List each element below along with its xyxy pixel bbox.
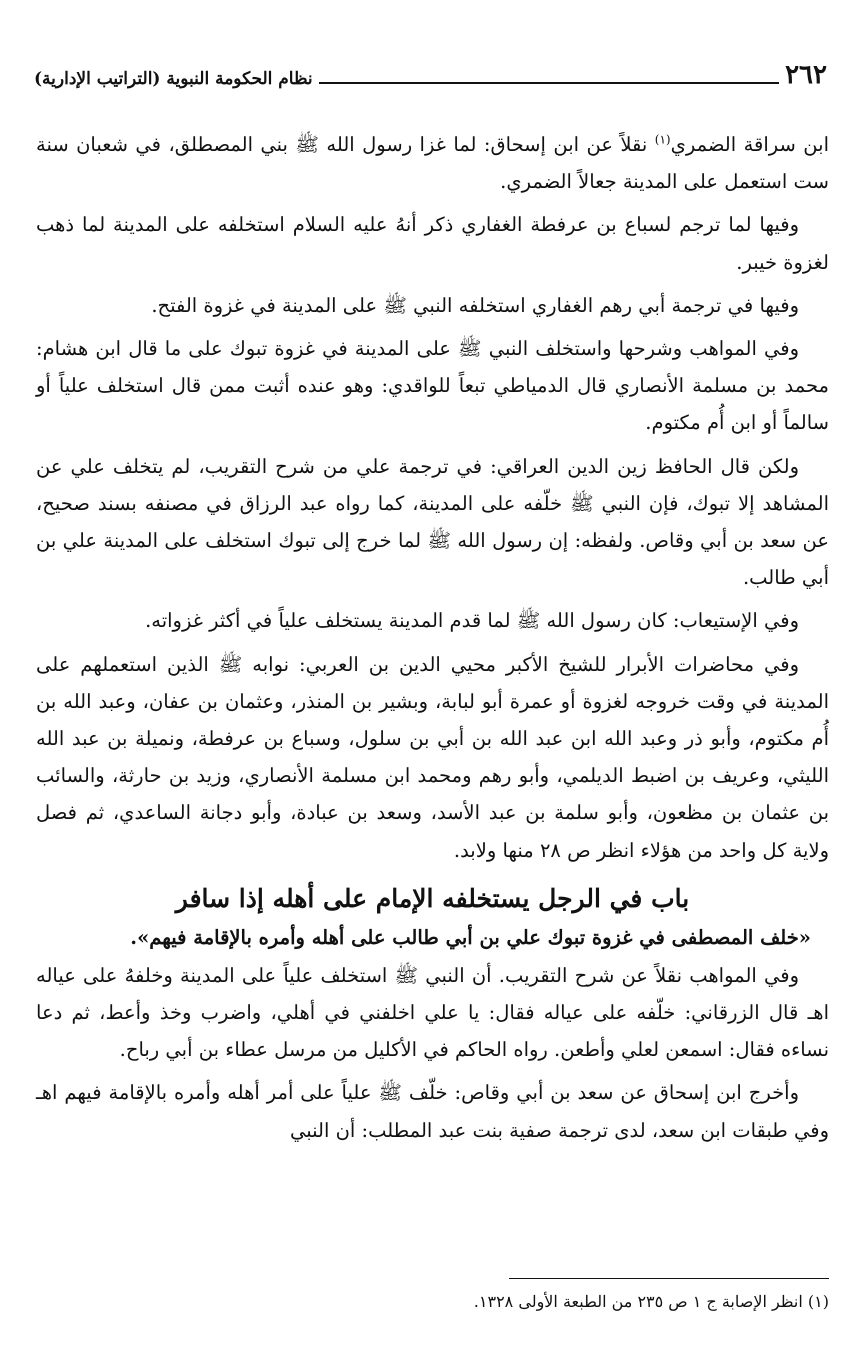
paragraph: وفيها لما ترجم لسباع بن عرفطة الغفاري ذكر أنهُ عليه السلام استخلفه على المدينة لما ذهب لغزوة خيبر.	[36, 213, 829, 274]
paragraph-text: ابن سراقة الضمري	[670, 133, 829, 156]
header-rule	[319, 82, 779, 84]
footnote-marker: (١)	[654, 132, 671, 147]
page-number: ٢٦٢	[785, 60, 827, 90]
paragraph: وفي محاضرات الأبرار للشيخ الأكبر محيي الدين بن العربي: نوابه ﷺ الذين استعملهم على المدينة في وقت خروجه لغزوة أو عمرة أبو لبابة، وبشير بن المنذر، وعثمان بن عفان، وعبد الله بن أُم مكتوم، وأبو ذر وعبد الله ابن عبد الله بن أبي بن سلول، وسباع بن عرفطة، ونميلة بن عبد الله الليثي، وعريف بن اضبط الديلمي، وأبو رهم ومحمد ابن مسلمة الأنصاري، وزيد بن حارثة، والسائب بن عثمان بن مظعون، وأبو سلمة بن عبد الأسد، وسعد بن عبادة، وأبو دجانة الساعدي، ثم فصل ولاية كل واحد من هؤلاء انظر ص ٢٨ منها ولابد.	[36, 652, 829, 862]
paragraph: ولكن قال الحافظ زين الدين العراقي: في ترجمة علي من شرح التقريب، لم يتخلف علي عن المشاهد إلا تبوك، فإن النبي ﷺ خلّفه على المدينة، كما رواه عبد الرزاق في مصنفه بسند صحيح، عن سعد بن أبي وقاص. ولفظه: إن رسول الله ﷺ لما خرج إلى تبوك استخلف على المدينة علي بن أبي طالب.	[36, 454, 829, 590]
page-body	[36, 126, 829, 1155]
footnote-rule	[509, 1278, 829, 1279]
running-title: نظام الحكومة النبوية (التراتيب الإدارية)	[34, 69, 313, 89]
paragraph-text: نقلاً عن ابن إسحاق: لما غزا رسول الله ﷺ بني المصطلق، في شعبان سنة ست استعمل على المدينة جعالاً الضمري.	[36, 133, 829, 194]
paragraph	[36, 126, 829, 200]
running-header	[34, 52, 827, 88]
paragraph: وفيها في ترجمة أبي رهم الغفاري استخلفه النبي ﷺ على المدينة في غزوة الفتح.	[151, 293, 799, 317]
paragraph: وفي الإستيعاب: كان رسول الله ﷺ لما قدم المدينة يستخلف علياً في أكثر غزواته.	[145, 609, 799, 633]
section-subheading: «خلف المصطفى في غزوة تبوك علي بن أبي طالب على أهله وأمره بالإقامة فيهم».	[130, 925, 811, 949]
paragraph: وفي المواهب نقلاً عن شرح التقريب. أن النبي ﷺ استخلف علياً على المدينة وخلفهُ على عياله اهـ قال الزرقاني: خلّفه على عياله فقال: يا علي اخلفني في أهلي، واضرب وخذ وأعط، ثم دعا نساءه فقال: اسمعن لعلي وأطعن. رواه الحاكم في الأكليل من مرسل عطاء بن أبي رباح.	[36, 963, 829, 1062]
paragraph: وفي المواهب وشرحها واستخلف النبي ﷺ على المدينة في غزوة تبوك على ما قال ابن هشام: محمد بن مسلمة الأنصاري قال الدمياطي تبعاً للواقدي: وهو عنده أثبت ممن قال استخلف علياً أو سالماً أو ابن أُم مكتوم.	[36, 337, 829, 435]
chapter-heading: باب في الرجل يستخلفه الإمام على أهله إذا سافر	[175, 883, 690, 913]
footnote: (١) انظر الإصابة ج ١ ص ٢٣٥ من الطبعة الأولى ١٣٢٨.	[473, 1292, 829, 1311]
paragraph: وأخرج ابن إسحاق عن سعد بن أبي وقاص: خلّف ﷺ علياً على أمر أهله وأمره بالإقامة فيهم اهـ وفي طبقات ابن سعد، لدى ترجمة صفية بنت عبد المطلب: أن النبي	[36, 1081, 829, 1142]
